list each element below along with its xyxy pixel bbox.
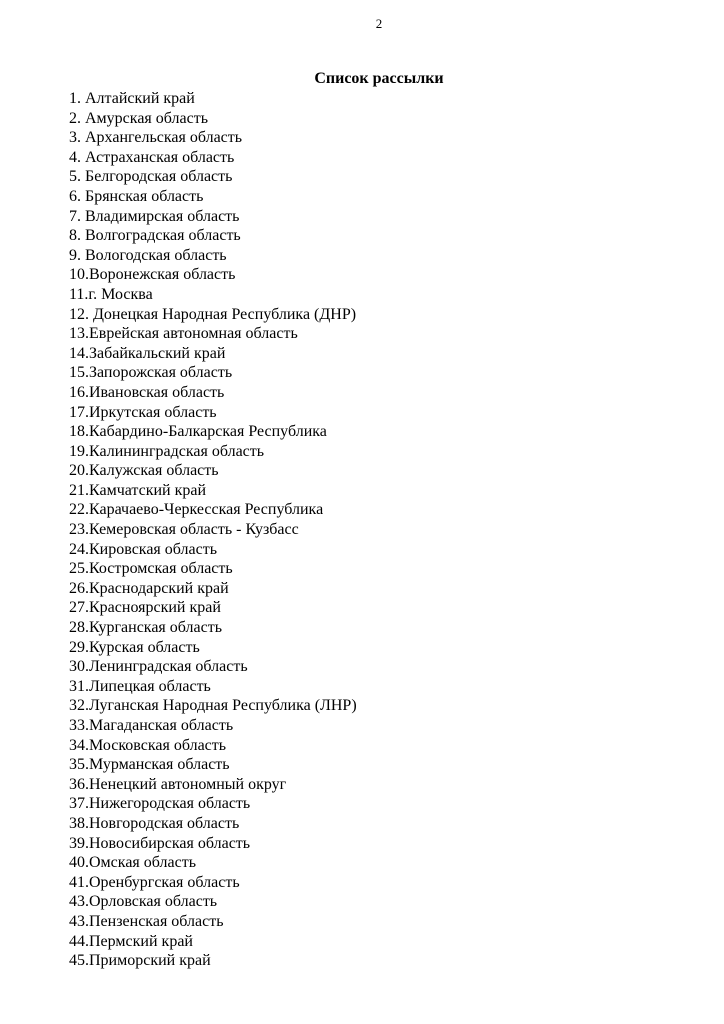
list-item: 8. Волгоградская область — [69, 227, 241, 245]
list-item: 21.Камчатский край — [69, 481, 207, 499]
list-item: 27.Красноярский край — [69, 599, 221, 617]
list-item: 29.Курская область — [69, 638, 200, 656]
list-item: 22.Карачаево-Черкесская Республика — [69, 501, 324, 519]
list-item: 16.Ивановская область — [69, 383, 225, 401]
list-item: 13.Еврейская автономная область — [69, 325, 298, 343]
list-item: 17.Иркутская область — [69, 403, 217, 421]
list-item: 34.Московская область — [69, 736, 227, 754]
list-item: 11.г. Москва — [69, 285, 153, 303]
list-item: 44.Пермский край — [69, 932, 193, 950]
mailing-list — [69, 89, 357, 971]
list-item: 6. Брянская область — [69, 187, 204, 205]
list-item: 19.Калининградская область — [69, 442, 265, 460]
list-item: 31.Липецкая область — [69, 677, 211, 695]
list-item: 20.Калужская область — [69, 462, 219, 480]
list-item: 18.Кабардино-Балкарская Республика — [69, 423, 327, 441]
document-title: Список рассылки — [314, 70, 444, 87]
list-item: 3. Архангельская область — [69, 129, 243, 147]
list-item: 35.Мурманская область — [69, 756, 230, 774]
list-item: 30.Ленинградская область — [69, 658, 248, 676]
list-item: 1. Алтайский край — [69, 90, 195, 107]
list-item: 32.Луганская Народная Республика (ЛНР) — [69, 697, 357, 715]
list-item: 38.Новгородская область — [69, 814, 240, 832]
list-item: 36.Ненецкий автономный округ — [69, 775, 287, 793]
list-item: 43.Орловская область — [69, 893, 218, 911]
list-item: 2. Амурская область — [69, 109, 208, 127]
list-item: 45.Приморский край — [69, 952, 211, 970]
list-item: 43.Пензенская область — [69, 912, 224, 930]
list-item: 24.Кировская область — [69, 540, 218, 558]
list-item: 37.Нижегородская область — [69, 795, 251, 813]
list-item: 33.Магаданская область — [69, 717, 234, 734]
list-item: 39.Новосибирская область — [69, 834, 251, 852]
list-item: 4. Астраханская область — [69, 148, 235, 166]
list-item: 25.Костромская область — [69, 560, 233, 578]
list-item: 9. Вологодская область — [69, 246, 227, 264]
list-item: 10.Воронежская область — [69, 266, 236, 284]
list-item: 23.Кемеровская область - Кузбасс — [69, 521, 299, 539]
list-item: 5. Белгородская область — [69, 168, 233, 186]
list-item: 40.Омская область — [69, 854, 196, 872]
list-item: 14.Забайкальский край — [69, 344, 226, 362]
page-number: 2 — [375, 16, 383, 31]
list-item: 12. Донецкая Народная Республика (ДНР) — [69, 305, 357, 323]
list-item: 28.Курганская область — [69, 619, 223, 637]
list-item: 26.Краснодарский край — [69, 579, 229, 597]
list-item: 15.Запорожская область — [69, 364, 233, 382]
list-item: 7. Владимирская область — [69, 207, 240, 225]
list-item: 41.Оренбургская область — [69, 873, 240, 891]
